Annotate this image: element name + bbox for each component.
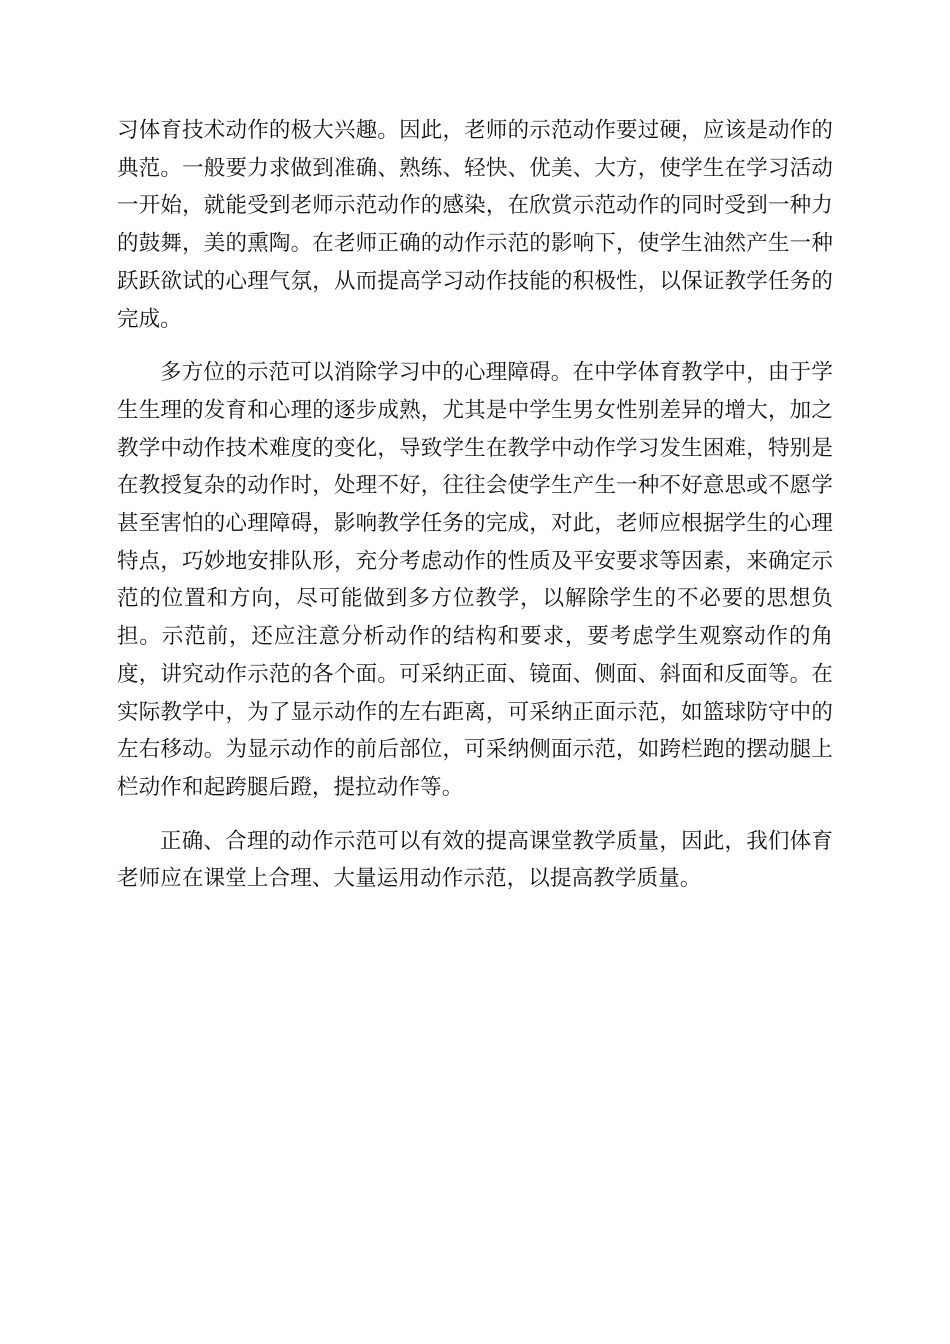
- document-body: [117, 112, 833, 898]
- paragraph-continuation: 习体育技术动作的极大兴趣。因此，老师的示范动作要过硬，应该是动作的典范。一般要力求做到准确、熟练、轻快、优美、大方，使学生在学习活动一开始，就能受到老师示范动作的感染，在欣赏示范动作的同时受到一种力的鼓舞，美的熏陶。在老师正确的动作示范的影响下，使学生油然产生一种跃跃欲试的心理气氛，从而提高学习动作技能的积极性，以保证教学任务的完成。: [117, 118, 833, 332]
- paragraph-conclusion: 正确、合理的动作示范可以有效的提高课堂教学质量，因此，我们体育老师应在课堂上合理、大量运用动作示范，以提高教学质量。: [117, 828, 833, 892]
- paragraph-multi-angle-demonstration: 多方位的示范可以消除学习中的心理障碍。在中学体育教学中，由于学生生理的发育和心理的逐步成熟，尤其是中学生男女性别差异的增大，加之教学中动作技术难度的变化，导致学生在教学中动作学习发生困难，特别是在教授复杂的动作时，处理不好，往往会使学生产生一种不好意思或不愿学甚至害怕的心理障碍，影响教学任务的完成，对此，老师应根据学生的心理特点，巧妙地安排队形，充分考虑动作的性质及平安要求等因素，来确定示范的位置和方向，尽可能做到多方位教学，以解除学生的不必要的思想负担。示范前，还应注意分析动作的结构和要求，要考虑学生观察动作的角度，讲究动作示范的各个面。可采纳正面、镜面、侧面、斜面和反面等。在实际教学中，为了显示动作的左右距离，可采纳正面示范，如篮球防守中的左右移动。为显示动作的前后部位，可采纳侧面示范，如跨栏跑的摆动腿上栏动作和起跨腿后蹬，提拉动作等。: [117, 360, 833, 800]
